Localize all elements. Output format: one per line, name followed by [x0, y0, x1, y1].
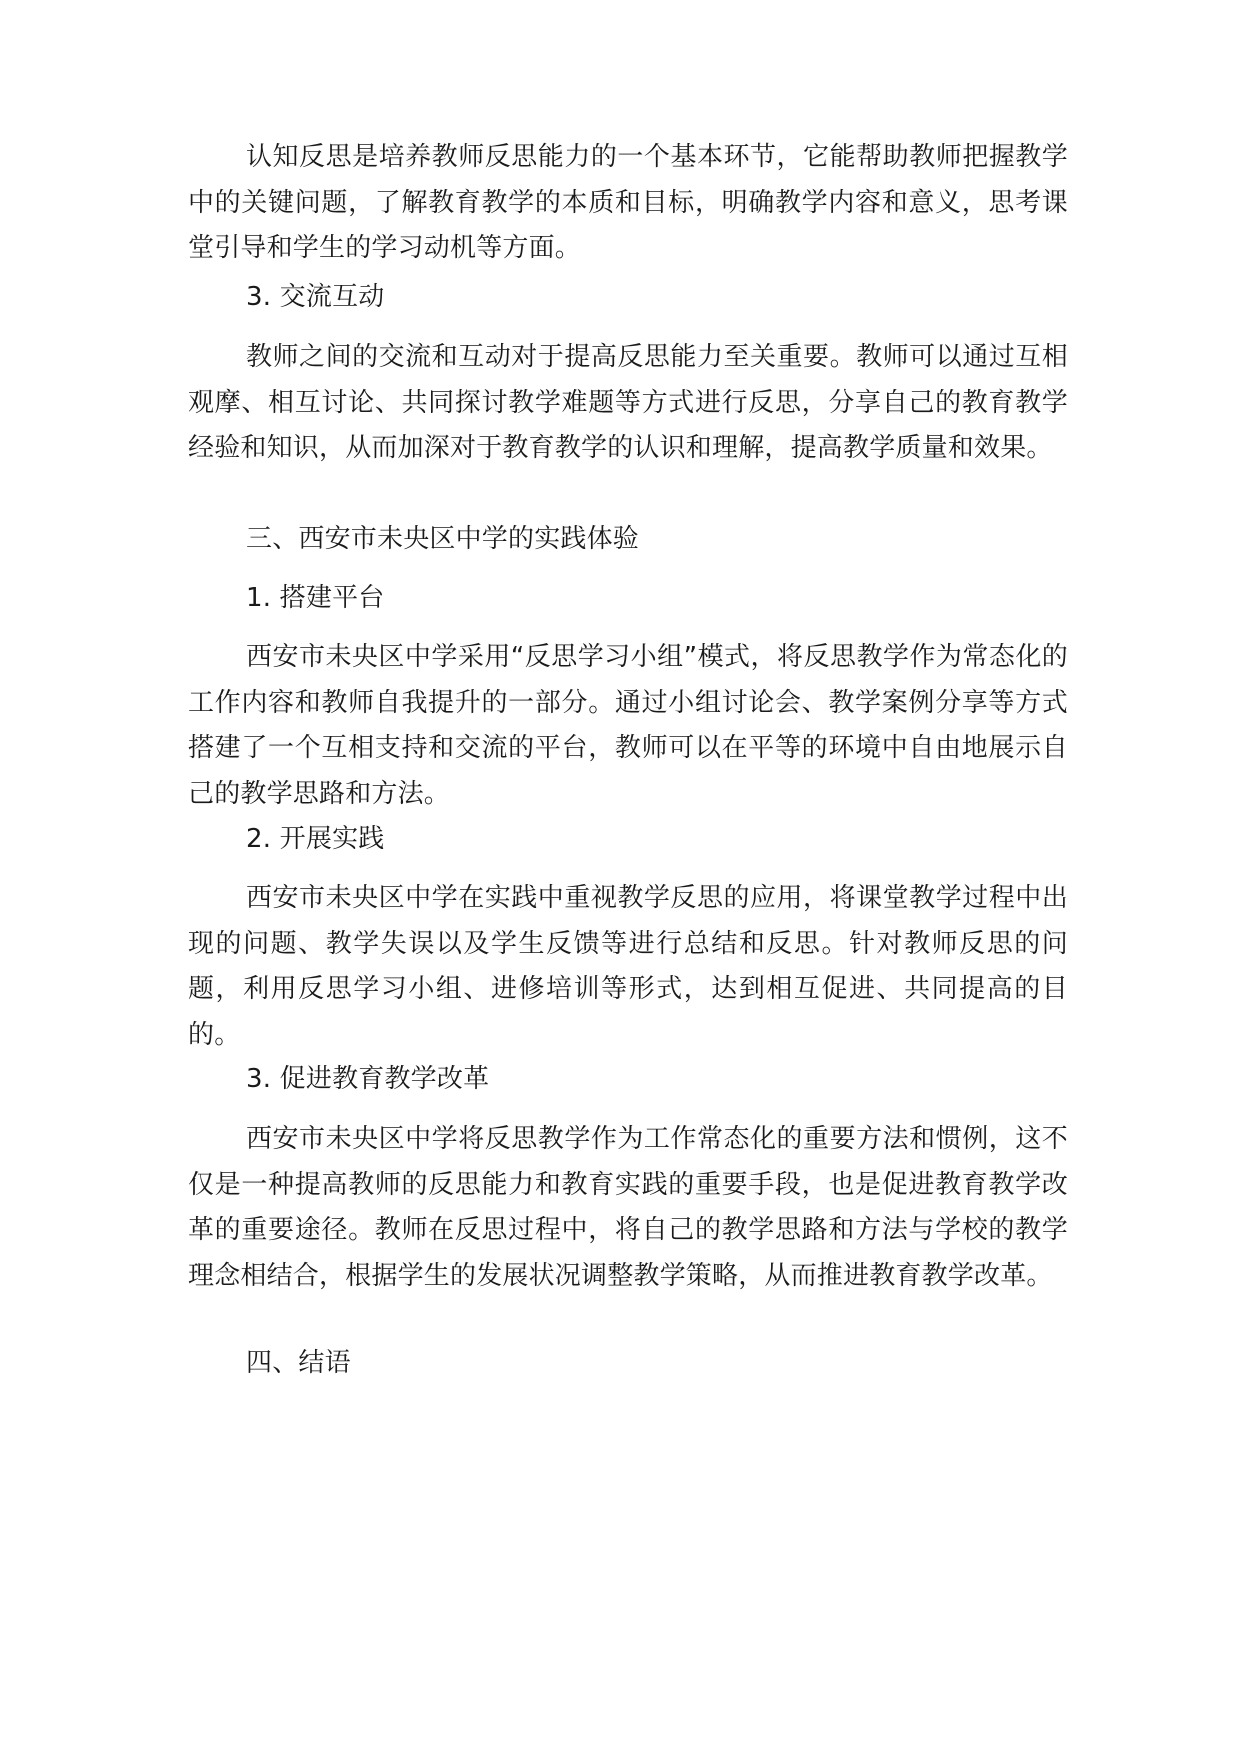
- subheading-practice: 2. 开展实践: [246, 824, 385, 854]
- subheading-communication: 3. 交流互动: [246, 282, 385, 312]
- paragraph-platform: 西安市未央区中学采用“反思学习小组”模式，将反思教学作为常态化的工作内容和教师自我提升的一部分。通过小组讨论会、教学案例分享等方式搭建了一个互相支持和交流的平台，教师可以在平等的环境中自由地展示自己的教学思路和方法。: [188, 642, 1068, 809]
- subheading-platform: 1. 搭建平台: [246, 583, 385, 613]
- paragraph-communication: 教师之间的交流和互动对于提高反思能力至关重要。教师可以通过互相观摩、相互讨论、共同探讨教学难题等方式进行反思，分享自己的教育教学经验和知识，从而加深对于教育教学的认识和理解，提高教学质量和效果。: [188, 342, 1068, 463]
- subheading-reform: 3. 促进教育教学改革: [246, 1064, 490, 1094]
- paragraph-reform: 西安市未央区中学将反思教学作为工作常态化的重要方法和惯例，这不仅是一种提高教师的反思能力和教育实践的重要手段，也是促进教育教学改革的重要途径。教师在反思过程中，将自己的教学思路和方法与学校的教学理念相结合，根据学生的发展状况调整教学策略，从而推进教育教学改革。: [188, 1124, 1068, 1291]
- section-heading-practice: 三、西安市未央区中学的实践体验: [246, 524, 640, 554]
- section-heading-conclusion: 四、结语: [246, 1348, 351, 1378]
- paragraph-practice: 西安市未央区中学在实践中重视教学反思的应用，将课堂教学过程中出现的问题、教学失误以及学生反馈等进行总结和反思。针对教师反思的问题，利用反思学习小组、进修培训等形式，达到相互促进、共同提高的目的。: [188, 883, 1068, 1050]
- paragraph-cognitive-reflection: 认知反思是培养教师反思能力的一个基本环节，它能帮助教师把握教学中的关键问题，了解教育教学的本质和目标，明确教学内容和意义，思考课堂引导和学生的学习动机等方面。: [188, 142, 1068, 263]
